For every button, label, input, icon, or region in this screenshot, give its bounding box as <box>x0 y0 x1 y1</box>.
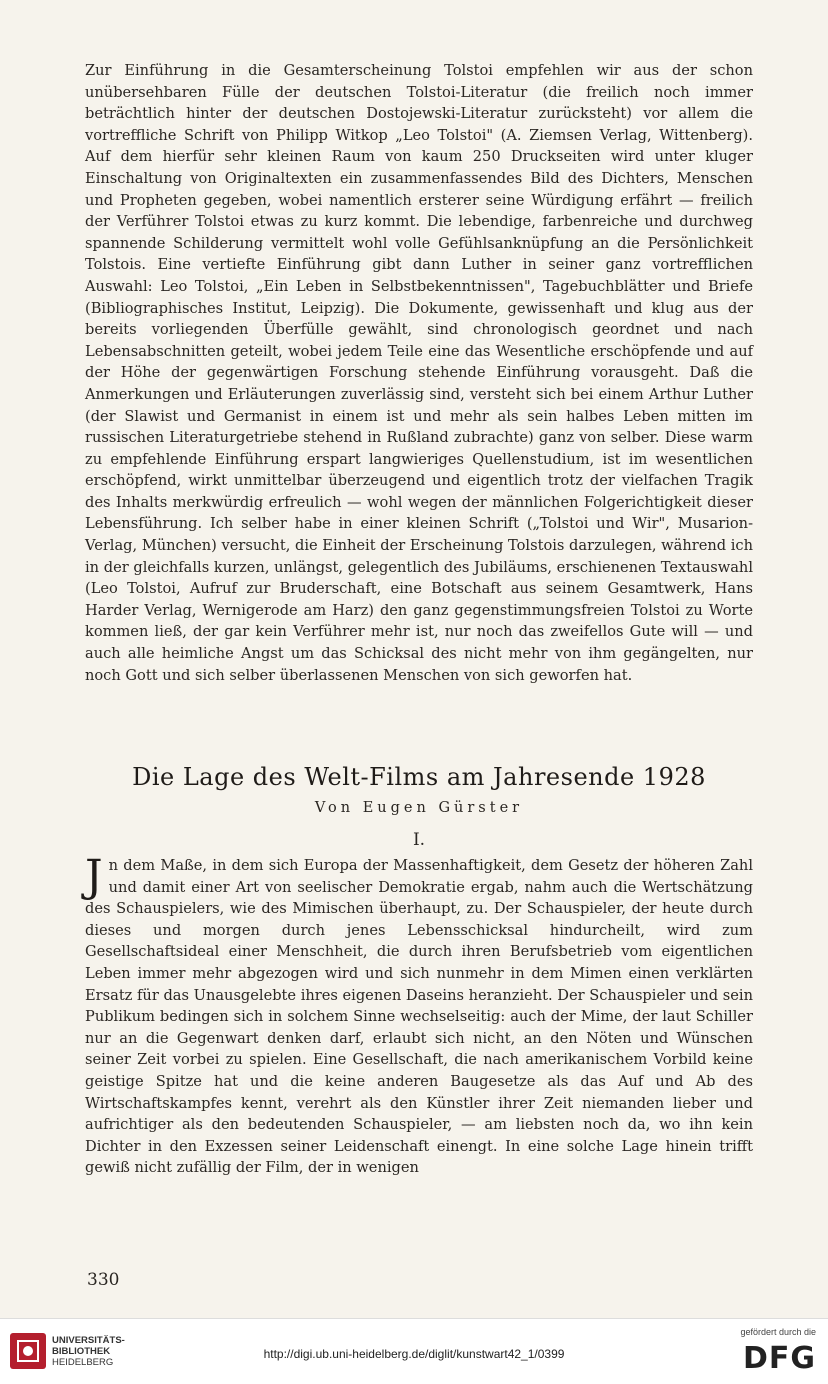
paragraph-film-article <box>85 851 753 1179</box>
dropcap-letter: J <box>85 851 103 902</box>
paragraph-text: Zur Einführung in die Gesamterscheinung Tolstoi empfehlen wir aus der schon unübersehbaren Fülle der deutschen Tolstoi-Literatur (die freilich noch immer beträchtlich hinter der deutschen Dostojewski-Literatur zurücksteht) vor allem die vortreffliche Schrift von Philipp Witkop „Leo Tolstoi" (A. Ziemsen Verlag, Wittenberg). Auf dem hierfür sehr kleinen Raum von kaum 250 Druckseiten wird unter kluger Einschaltung von Originaltexten ein zusammenfassendes Bild des Dichters, Menschen und Propheten gegeben, wobei namentlich ersterer seine Würdigung erfährt — freilich der Verführer Tolstoi etwas zu kurz kommt. Die lebendige, farbenreiche und durchweg spannende Schilderung vermittelt wohl volle Gefühlsanknüpfung an die Persönlichkeit Tolstois. Eine vertiefte Einführung gibt dann Luther in seiner ganz vortrefflichen Auswahl: Leo Tolstoi, „Ein Leben in Selbstbekenntnissen", Tagebuchblätter und Briefe (Bibliographisches Institut, Leipzig). Die Dokumente, gewissenhaft und klug aus der bereits vorliegenden Überfülle gewählt, sind chronologisch geordnet und nach Lebensabschnitten geteilt, wobei jedem Teile eine das Wesentliche erschöpfende und auf der Höhe der gegenwärtigen Forschung stehende Einführung vorausgeht. Daß die Anmerkungen und Erläuterungen zuverlässig sind, versteht sich bei einem Arthur Luther (der Slawist und Germanist in einem ist und mehr als sein halbes Leben mitten im russischen Literaturgetriebe stehend in Rußland zubrachte) ganz von selber. Diese warm zu empfehlende Einführung erspart langwieriges Quellenstudium, ist im wesentlichen erschöpfend, wirkt unmittelbar überzeugend und eigentlich trotz der vielfachen Tragik des Inhalts merkwürdig erfreulich — wohl wegen der männlichen Folgerichtigkeit dieser Lebensführung. Ich selber habe in einer kleinen Schrift („Tolstoi und Wir", Musarion-Verlag, München) versucht, die Einheit der Erscheinung Tolstois darzulegen, während ich in der gleichfalls kurzen, unlängst, gelegentlich des Jubiläums, erschienenen Textauswahl (Leo Tolstoi, Aufruf zur Bruderschaft, eine Botschaft aus seinem Gesamtwerk, Hans Harder Verlag, Wernigerode am Harz) den ganz gegenstimmungsfreien Tolstoi zu Worte kommen ließ, der gar kein Verführer mehr ist, nur noch das zweifellos Gute will — und auch alle heimliche Angst um das Schicksal des nicht mehr von ihm gegängelten, nur noch Gott und sich selber überlassenen Menschen von sich geworfen hat. <box>85 62 753 684</box>
page-number: 330 <box>87 1270 120 1290</box>
dfg-logo: DFG <box>742 1341 816 1376</box>
source-url-link[interactable]: http://digi.ub.uni-heidelberg.de/diglit/kunstwart42_1/0399 <box>263 1347 565 1361</box>
library-name-line: BIBLIOTHEK <box>52 1346 111 1357</box>
library-name-line: UNIVERSITÄTS- <box>52 1335 125 1346</box>
footer-bar <box>0 1318 828 1384</box>
funded-by-label: gefördert durch die <box>740 1327 816 1337</box>
byline: Von Eugen Gürster <box>314 800 524 816</box>
paragraph-tolstoi-literature <box>85 60 753 686</box>
library-name-line: HEIDELBERG <box>52 1357 114 1368</box>
paragraph-text: n dem Maße, in dem sich Europa der Massenhaftigkeit, dem Gesetz der höheren Zahl und damit einer Art von seelischer Demokratie ergab, nahm auch die Wertschätzung des Schauspielers, wie des Mimischen überhaupt, zu. Der Schauspieler, der heute durch dieses und morgen durch jenes Lebensschicksal hindurcheilt, wird zum Gesellschaftsideal einer Menschheit, die durch ihren Berufsbetrieb vom eigentlichen Leben immer mehr abgezogen wird und sich nunmehr in dem Mimen einen verklärten Ersatz für das Unausgelebte ihres eigenen Daseins heranzieht. Der Schauspieler und sein Publikum bedingen sich in solchem Sinne wechselseitig: auch der Mime, der laut Schiller nur an die Gegenwart denken darf, erlaubt sich nicht, an den Nöten und Wünschen seiner Zeit vorbei zu spielen. Eine Gesellschaft, die nach amerikanischem Vorbild keine geistige Spitze hat und die keine anderen Baugesetze als das Auf und Ab des Wirtschaftskampfes kennt, verehrt als den Künstler ihrer Zeit niemanden lieber und aufrichtiger als den bedeutenden Schauspieler, — am liebsten noch da, wo ihn kein Dichter in den Exzessen seiner Leidenschaft einengt. In eine solche Lage hinein trifft gewiß nicht zufällig der Film, der in wenigen <box>85 857 753 1177</box>
section-number: I. <box>412 830 426 850</box>
article-title: Die Lage des Welt-Films am Jahresende 1928 <box>132 763 706 791</box>
